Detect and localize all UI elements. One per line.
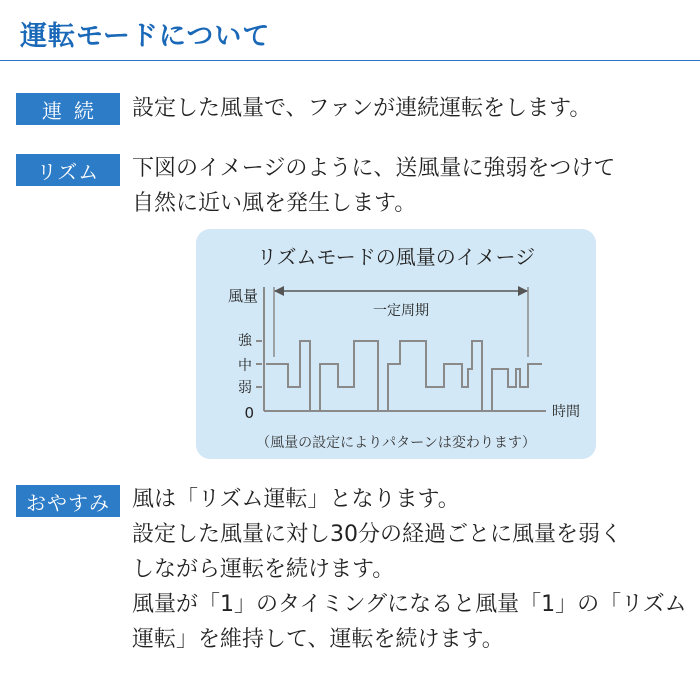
description-line: 設定した風量で、ファンが連続運転をします。 xyxy=(132,96,592,121)
page-title: 運転モードについて xyxy=(20,21,271,52)
title-divider xyxy=(0,60,700,61)
mode-badge-sleep: おやすみ xyxy=(16,485,120,517)
mode-badge-continuous: 連続 xyxy=(16,93,120,125)
description-line: しながら運転を続けます。 xyxy=(132,557,395,582)
period-arrow-left-head xyxy=(274,286,284,296)
mode-description-sleep xyxy=(132,482,692,657)
description-line: 自然に近い風を発生します。 xyxy=(132,191,417,216)
mode-description-rhythm xyxy=(132,151,692,221)
level-label-strong: 強 xyxy=(238,333,252,349)
description-line: 風は「リズム運転」となります。 xyxy=(132,487,460,512)
mode-badge-rhythm: リズム xyxy=(16,154,120,186)
description-line: 設定した風量に対し30分の経過ごとに風量を弱く xyxy=(132,522,622,547)
description-line: 風量が「1」のタイミングになると風量「1」の「リズム xyxy=(132,592,687,617)
rhythm-waveform-chart xyxy=(196,229,596,459)
x-axis-label: 時間 xyxy=(552,404,580,420)
period-label: 一定周期 xyxy=(373,303,429,319)
rhythm-waveform xyxy=(266,341,542,411)
level-label-weak: 弱 xyxy=(238,380,252,396)
y-axis-label: 風量 xyxy=(228,287,259,305)
rhythm-diagram xyxy=(196,229,596,459)
description-line: 下図のイメージのように、送風量に強弱をつけて xyxy=(132,156,616,181)
description-line: 運転」を維持して、運転を続けます。 xyxy=(132,627,504,652)
mode-description-continuous xyxy=(132,91,692,126)
level-label-zero: 0 xyxy=(244,404,254,422)
diagram-title: リズムモードの風量のイメージ xyxy=(256,245,536,269)
diagram-note: （風量の設定によりパターンは変わります） xyxy=(256,435,536,451)
period-arrow-right-head xyxy=(518,286,528,296)
level-label-medium: 中 xyxy=(238,358,252,374)
